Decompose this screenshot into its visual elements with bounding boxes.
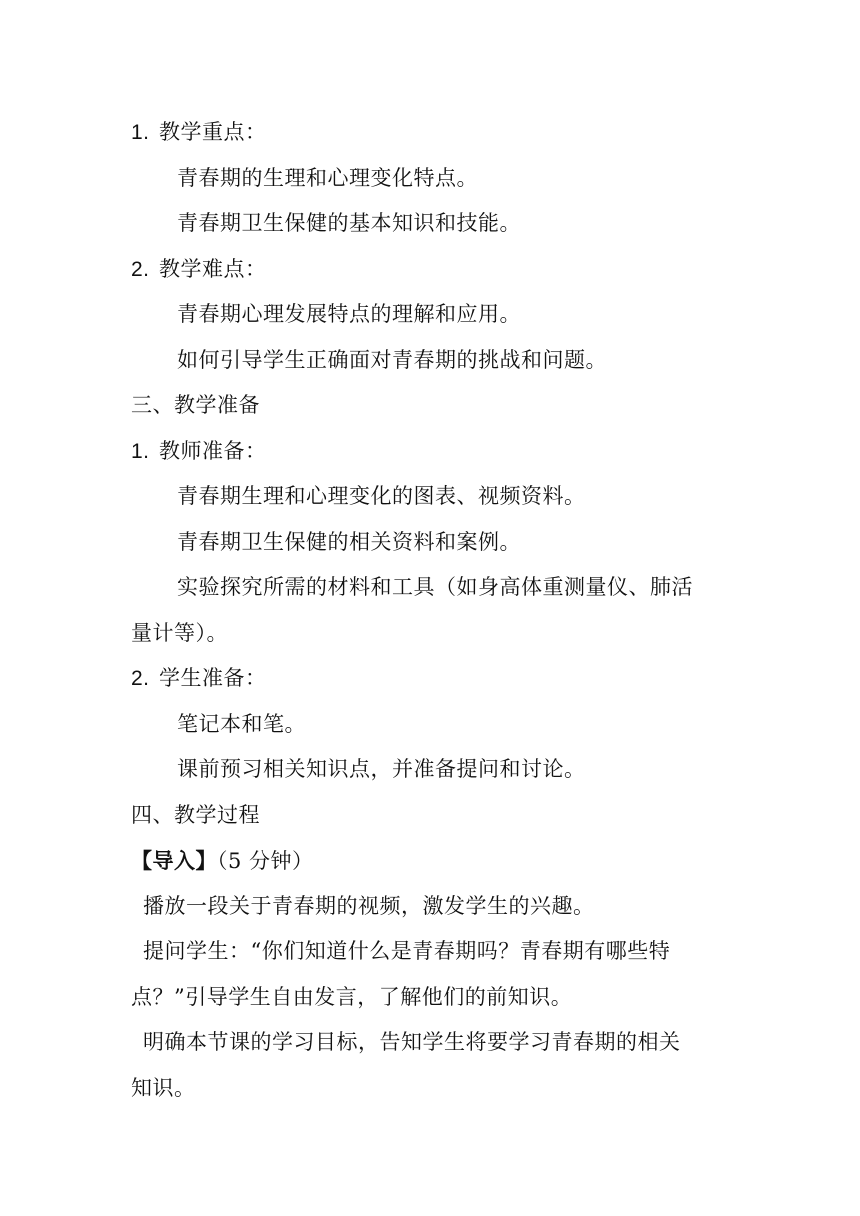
document-content (131, 110, 731, 1111)
intro-heading-time: （5 分钟） (217, 849, 314, 873)
teacher-prep-item-2: 青春期卫生保健的相关资料和案例。 (177, 529, 521, 554)
student-prep-number: 2. (131, 667, 150, 690)
student-prep-item-2: 课前预习相关知识点，并准备提问和讨论。 (177, 757, 586, 781)
intro-item-3-line-1: 明确本节课的学习目标，告知学生将要学习青春期的相关 (143, 1030, 681, 1054)
teacher-prep-item-3-line-1: 实验探究所需的材料和工具（如身高体重测量仪、肺活 (177, 575, 693, 599)
teacher-prep-title: 教师准备： (159, 438, 267, 463)
focus-item-1: 青春期的生理和心理变化特点。 (177, 165, 478, 190)
intro-item-2-line-2: 点？”引导学生自由发言，了解他们的前知识。 (131, 984, 573, 1009)
difficulty-item-2: 如何引导学生正确面对青春期的挑战和问题。 (177, 347, 607, 372)
difficulty-item-1: 青春期心理发展特点的理解和应用。 (177, 302, 521, 326)
teacher-prep-number: 1. (131, 439, 150, 463)
teacher-prep-item-1: 青春期生理和心理变化的图表、视频资料。 (177, 484, 586, 508)
difficulty-heading (131, 247, 731, 293)
focus-heading (131, 110, 731, 156)
prep-heading: 三、教学准备 (131, 393, 260, 417)
teacher-prep-heading (131, 429, 731, 475)
difficulty-number: 2. (131, 257, 150, 281)
student-prep-item-1: 笔记本和笔。 (177, 711, 306, 736)
intro-heading (131, 838, 731, 884)
intro-item-3-line-2: 知识。 (131, 1075, 196, 1100)
intro-item-1: 播放一段关于青春期的视频，激发学生的兴趣。 (143, 893, 595, 918)
student-prep-title: 学生准备： (159, 666, 267, 690)
intro-heading-label: 【导入】 (131, 848, 217, 873)
teacher-prep-item-3-line-2: 量计等）。 (131, 620, 228, 645)
focus-title: 教学重点： (159, 120, 267, 144)
intro-item-2-line-1: 提问学生：“你们知道什么是青春期吗？青春期有哪些特 (143, 939, 671, 963)
focus-item-2: 青春期卫生保健的基本知识和技能。 (177, 211, 521, 235)
student-prep-heading (131, 656, 731, 702)
process-heading: 四、教学过程 (131, 802, 260, 827)
difficulty-title: 教学难点： (159, 256, 267, 281)
focus-number: 1. (131, 121, 150, 144)
